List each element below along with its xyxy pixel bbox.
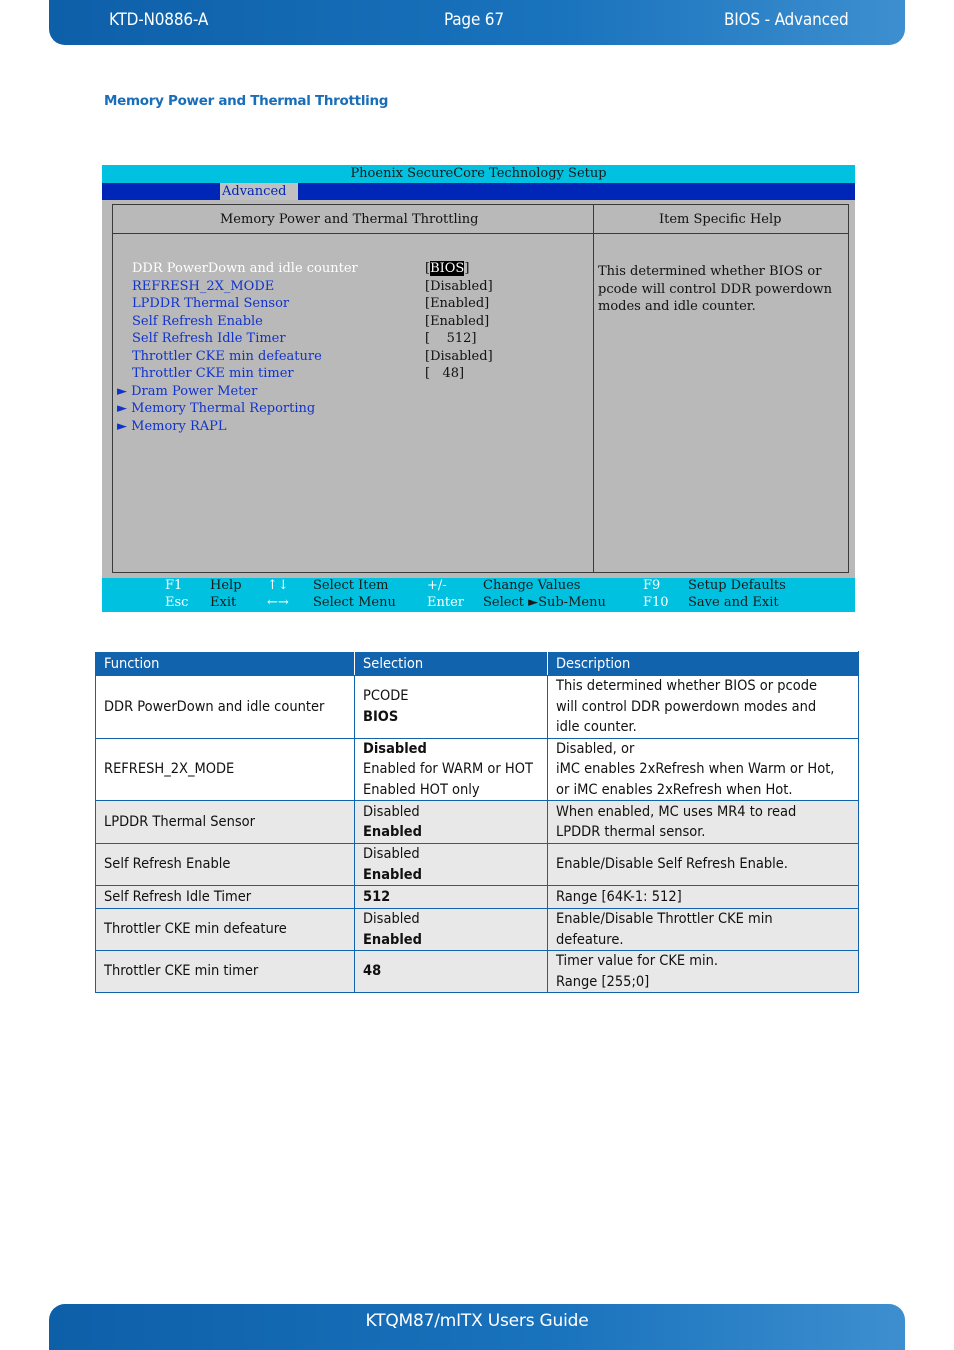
cell-function: Self Refresh Enable bbox=[96, 844, 355, 886]
bios-item-throttler-cke-min-defeature[interactable]: Throttler CKE min defeature bbox=[132, 348, 322, 364]
table-row bbox=[96, 951, 859, 993]
key-f9: F9 bbox=[643, 578, 661, 593]
guide-title: KTQM87/mITX Users Guide bbox=[365, 1311, 589, 1331]
table-header-row bbox=[96, 652, 859, 676]
description-line: When enabled, MC uses MR4 to read bbox=[556, 803, 797, 820]
menu-tab-advanced[interactable]: Advanced bbox=[220, 183, 298, 200]
table-row bbox=[96, 909, 859, 951]
description-line: Timer value for CKE min. bbox=[556, 953, 719, 969]
bios-item-refresh-2x-mode[interactable]: REFRESH_2X_MODE bbox=[132, 278, 275, 294]
key-change-values-label: Change Values bbox=[483, 578, 581, 593]
item-help-text: This determined whether BIOS or pcode will control DDR powerdown modes and idle counter. bbox=[598, 264, 832, 314]
cell-function: Throttler CKE min timer bbox=[96, 951, 355, 993]
cell-description: Range [64K-1: 512] bbox=[548, 886, 859, 909]
cell-function: DDR PowerDown and idle counter bbox=[96, 676, 355, 739]
default-option: Enabled bbox=[363, 824, 422, 840]
bios-item-self-refresh-idle-timer[interactable]: Self Refresh Idle Timer bbox=[132, 331, 286, 346]
default-option: BIOS bbox=[363, 708, 399, 725]
cell-selection: 512 bbox=[355, 886, 548, 909]
description-line: This determined whether BIOS or pcode bbox=[556, 678, 818, 694]
cell-selection: 48 bbox=[355, 951, 548, 993]
bios-item-lpddr-thermal-sensor[interactable]: LPDDR Thermal Sensor bbox=[132, 296, 290, 311]
page-footer bbox=[49, 1304, 905, 1350]
key-select-menu-label: Select Menu bbox=[313, 595, 396, 610]
selected-value: BIOS bbox=[430, 261, 465, 276]
bios-value-self-refresh-idle-timer[interactable]: [ 512] bbox=[425, 331, 477, 346]
cell-selection bbox=[355, 844, 548, 886]
bios-frame bbox=[112, 204, 849, 573]
description-line: LPDDR thermal sensor. bbox=[556, 824, 706, 840]
settings-table bbox=[95, 651, 859, 993]
default-option: Enabled bbox=[363, 866, 422, 883]
cell-selection bbox=[355, 738, 548, 801]
cell-selection bbox=[355, 801, 548, 844]
key-enter: Enter bbox=[427, 595, 464, 610]
cell-function: Self Refresh Idle Timer bbox=[96, 886, 355, 909]
col-function: Function bbox=[96, 652, 355, 676]
submenu-memory-rapl[interactable]: ► Memory RAPL bbox=[117, 418, 227, 434]
table-row bbox=[96, 801, 859, 844]
section-title: Memory Power and Thermal Throttling bbox=[104, 93, 389, 109]
description-line: Enable/Disable Throttler CKE min bbox=[556, 911, 773, 927]
option: Enabled HOT only bbox=[363, 781, 480, 798]
table-row bbox=[96, 676, 859, 739]
description-line: iMC enables 2xRefresh when Warm or Hot, bbox=[556, 761, 835, 777]
description-line: or iMC enables 2xRefresh when Hot. bbox=[556, 781, 793, 798]
bios-value-ddr-powerdown[interactable]: [BIOS] bbox=[425, 261, 470, 276]
key-exit-label: Exit bbox=[210, 595, 237, 610]
updown-arrow-icon: ↑↓ bbox=[267, 578, 289, 593]
cell-function: Throttler CKE min defeature bbox=[96, 909, 355, 951]
bios-value-throttler-cke-min-timer[interactable]: [ 48] bbox=[425, 366, 465, 381]
key-select-submenu-label: Select ►Sub-Menu bbox=[483, 595, 606, 610]
bios-screen bbox=[102, 165, 855, 612]
table-row bbox=[96, 844, 859, 886]
key-f10: F10 bbox=[643, 595, 669, 610]
cell-description bbox=[548, 951, 859, 993]
chapter-title: BIOS - Advanced bbox=[724, 10, 849, 30]
bios-item-ddr-powerdown[interactable]: DDR PowerDown and idle counter bbox=[132, 261, 358, 276]
default-option: Disabled bbox=[363, 740, 427, 757]
cell-function: LPDDR Thermal Sensor bbox=[96, 801, 355, 844]
bios-value-self-refresh-enable[interactable]: [Enabled] bbox=[425, 313, 490, 329]
bios-value-lpddr-thermal-sensor[interactable]: [Enabled] bbox=[425, 296, 490, 311]
submenu-memory-thermal-reporting[interactable]: ► Memory Thermal Reporting bbox=[117, 401, 316, 416]
cell-function: REFRESH_2X_MODE bbox=[96, 738, 355, 801]
description-line: Disabled, or bbox=[556, 740, 635, 757]
header-divider bbox=[113, 233, 848, 234]
panel-divider bbox=[593, 205, 594, 572]
key-setup-defaults-label: Setup Defaults bbox=[688, 578, 786, 593]
table-row bbox=[96, 886, 859, 909]
description-line: idle counter. bbox=[556, 719, 637, 735]
submenu-dram-power-meter[interactable]: ► Dram Power Meter bbox=[117, 383, 258, 399]
leftright-arrow-icon: ←→ bbox=[267, 595, 289, 610]
cell-description: Enable/Disable Self Refresh Enable. bbox=[548, 844, 859, 886]
description-line: will control DDR powerdown modes and bbox=[556, 698, 817, 715]
bios-item-throttler-cke-min-timer[interactable]: Throttler CKE min timer bbox=[132, 366, 294, 381]
bios-item-self-refresh-enable[interactable]: Self Refresh Enable bbox=[132, 313, 263, 329]
bios-key-legend bbox=[102, 578, 855, 612]
description-line: Range [255;0] bbox=[556, 973, 650, 990]
bios-menubar bbox=[102, 183, 855, 200]
bios-value-throttler-cke-min-defeature[interactable]: [Disabled] bbox=[425, 348, 493, 364]
default-option: Enabled bbox=[363, 931, 422, 948]
cell-selection bbox=[355, 909, 548, 951]
key-f1: F1 bbox=[165, 578, 183, 593]
key-help-label: Help bbox=[210, 578, 242, 593]
description-line: defeature. bbox=[556, 931, 624, 948]
option: Enabled for WARM or HOT bbox=[363, 761, 533, 777]
option: PCODE bbox=[363, 688, 409, 705]
option: Disabled bbox=[363, 846, 420, 862]
cell-description bbox=[548, 909, 859, 951]
key-save-exit-label: Save and Exit bbox=[688, 595, 779, 610]
cell-description bbox=[548, 738, 859, 801]
table-row bbox=[96, 738, 859, 801]
key-esc: Esc bbox=[165, 595, 189, 610]
col-description: Description bbox=[548, 652, 859, 676]
bios-title: Phoenix SecureCore Technology Setup bbox=[102, 165, 855, 183]
page-header bbox=[49, 0, 905, 45]
help-title: Item Specific Help bbox=[659, 212, 782, 227]
option: Disabled bbox=[363, 911, 420, 927]
panel-title: Memory Power and Thermal Throttling bbox=[220, 212, 479, 227]
bios-value-refresh-2x-mode[interactable]: [Disabled] bbox=[425, 278, 493, 294]
key-plusminus: +/- bbox=[427, 578, 447, 593]
col-selection: Selection bbox=[355, 652, 548, 676]
key-select-item-label: Select Item bbox=[313, 578, 389, 593]
cell-description bbox=[548, 801, 859, 844]
cell-description bbox=[548, 676, 859, 739]
option: Disabled bbox=[363, 803, 420, 820]
cell-selection bbox=[355, 676, 548, 739]
doc-id: KTD-N0886-A bbox=[109, 10, 209, 30]
page-number: Page 67 bbox=[444, 10, 504, 30]
